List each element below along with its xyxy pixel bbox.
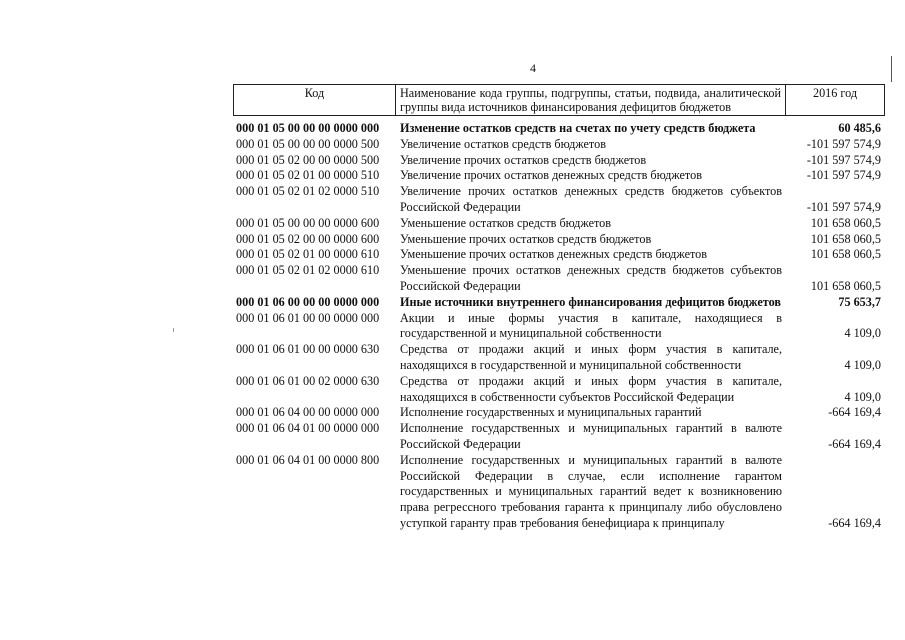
table-row [236, 216, 884, 232]
row-value: -664 169,4 [828, 405, 881, 420]
row-name: Исполнение государственных и муниципальных гарантий [400, 405, 702, 420]
row-name: Акции и иные формы участия в капитале, находящиеся в государственной и муниципальной собственности [400, 310, 782, 341]
row-name: Изменение остатков средств на счетах по учету средств бюджета [400, 121, 756, 135]
row-code: 000 01 05 00 00 00 0000 000 [236, 121, 380, 135]
row-name: Увеличение остатков средств бюджетов [400, 136, 606, 151]
row-name: Уменьшение прочих остатков денежных средств бюджетов [400, 247, 708, 262]
table-header [233, 84, 885, 116]
row-name: Увеличение прочих остатков денежных средств бюджетов субъектов Российской Федерации [400, 184, 782, 214]
table-row [236, 311, 884, 343]
row-value: -101 597 574,9 [806, 199, 881, 214]
row-code: 000 01 06 00 00 00 0000 000 [236, 294, 380, 309]
table-row [236, 263, 884, 295]
table-row [236, 405, 884, 421]
scan-edge-mark [891, 56, 892, 82]
row-value: 101 658 060,5 [810, 215, 881, 230]
row-value: 4 109,0 [844, 357, 881, 372]
table-row [236, 153, 884, 169]
row-value: 101 658 060,5 [810, 278, 881, 293]
table-row [236, 295, 884, 311]
row-name: Уменьшение прочих остатков средств бюджетов [400, 231, 652, 246]
table-row [236, 342, 884, 374]
row-name: Иные источники внутреннего финансирования дефицитов бюджетов [400, 294, 781, 309]
row-name: Исполнение государственных и муниципальных гарантий в валюте Российской Федерации [400, 421, 782, 451]
row-code: 000 01 06 01 00 00 0000 000 [236, 310, 380, 325]
row-code: 000 01 06 04 01 00 0000 800 [236, 452, 380, 467]
row-code: 000 01 06 01 00 02 0000 630 [236, 373, 380, 388]
row-value: 60 485,6 [838, 121, 881, 135]
row-name: Уменьшение прочих остатков денежных средств бюджетов субъектов Российской Федерации [400, 263, 782, 293]
row-value: 4 109,0 [844, 389, 881, 404]
row-code: 000 01 05 00 00 00 0000 600 [236, 215, 380, 230]
row-value: -101 597 574,9 [806, 168, 881, 183]
row-name: Увеличение прочих остатков средств бюджетов [400, 152, 647, 167]
table-row [236, 121, 884, 137]
header-code: Код [234, 85, 396, 115]
header-year: 2016 год [812, 86, 858, 100]
row-value: 4 109,0 [844, 326, 881, 341]
row-name: Исполнение государственных и муниципальных гарантий в валюте Российской Федерации в случае, если исполнение гарантом государственных и муниципальных гарантий ведет к возникновению права регрессного требования гаранта к принципалу либо обусловлено уступкой гаранту прав требования бенефициара к принципалу [400, 452, 782, 530]
row-code: 000 01 06 04 01 00 0000 000 [236, 421, 380, 436]
row-value: -101 597 574,9 [806, 152, 881, 167]
page-number: 4 [530, 61, 536, 75]
table-body [236, 121, 884, 532]
row-code: 000 01 05 02 00 00 0000 500 [236, 152, 380, 167]
table-row [236, 184, 884, 216]
table-row [236, 232, 884, 248]
row-name: Средства от продажи акций и иных форм участия в капитале, находящихся в собственности субъектов Российской Федерации [400, 373, 782, 404]
scan-dot-mark [173, 328, 174, 332]
table-row [236, 374, 884, 406]
row-code: 000 01 05 02 01 02 0000 510 [236, 184, 380, 199]
row-code: 000 01 05 02 01 00 0000 610 [236, 247, 380, 262]
row-code: 000 01 05 00 00 00 0000 500 [236, 136, 380, 151]
row-name: Уменьшение остатков средств бюджетов [400, 215, 612, 230]
table-row [236, 247, 884, 263]
row-value: 101 658 060,5 [810, 231, 881, 246]
table-row [236, 421, 884, 453]
row-value: -664 169,4 [828, 515, 881, 530]
table-row [236, 168, 884, 184]
row-value: -101 597 574,9 [806, 136, 881, 151]
row-code: 000 01 05 02 01 00 0000 510 [236, 168, 380, 183]
row-code: 000 01 05 02 00 00 0000 600 [236, 231, 380, 246]
row-value: 101 658 060,5 [810, 247, 881, 262]
table-row [236, 137, 884, 153]
header-name: Наименование кода группы, подгруппы, статьи, подвида, аналитической группы вида источников финансирования дефицитов бюджетов [396, 85, 786, 115]
row-code: 000 01 06 01 00 00 0000 630 [236, 342, 380, 357]
table-row [236, 453, 884, 532]
row-code: 000 01 05 02 01 02 0000 610 [236, 263, 380, 278]
row-value: 75 653,7 [838, 294, 881, 309]
row-code: 000 01 06 04 00 00 0000 000 [236, 405, 380, 420]
row-value: -664 169,4 [828, 436, 881, 451]
row-name: Увеличение прочих остатков денежных средств бюджетов [400, 168, 702, 183]
row-name: Средства от продажи акций и иных форм участия в капитале, находящихся в государственной и муниципальной собственности [400, 342, 782, 372]
